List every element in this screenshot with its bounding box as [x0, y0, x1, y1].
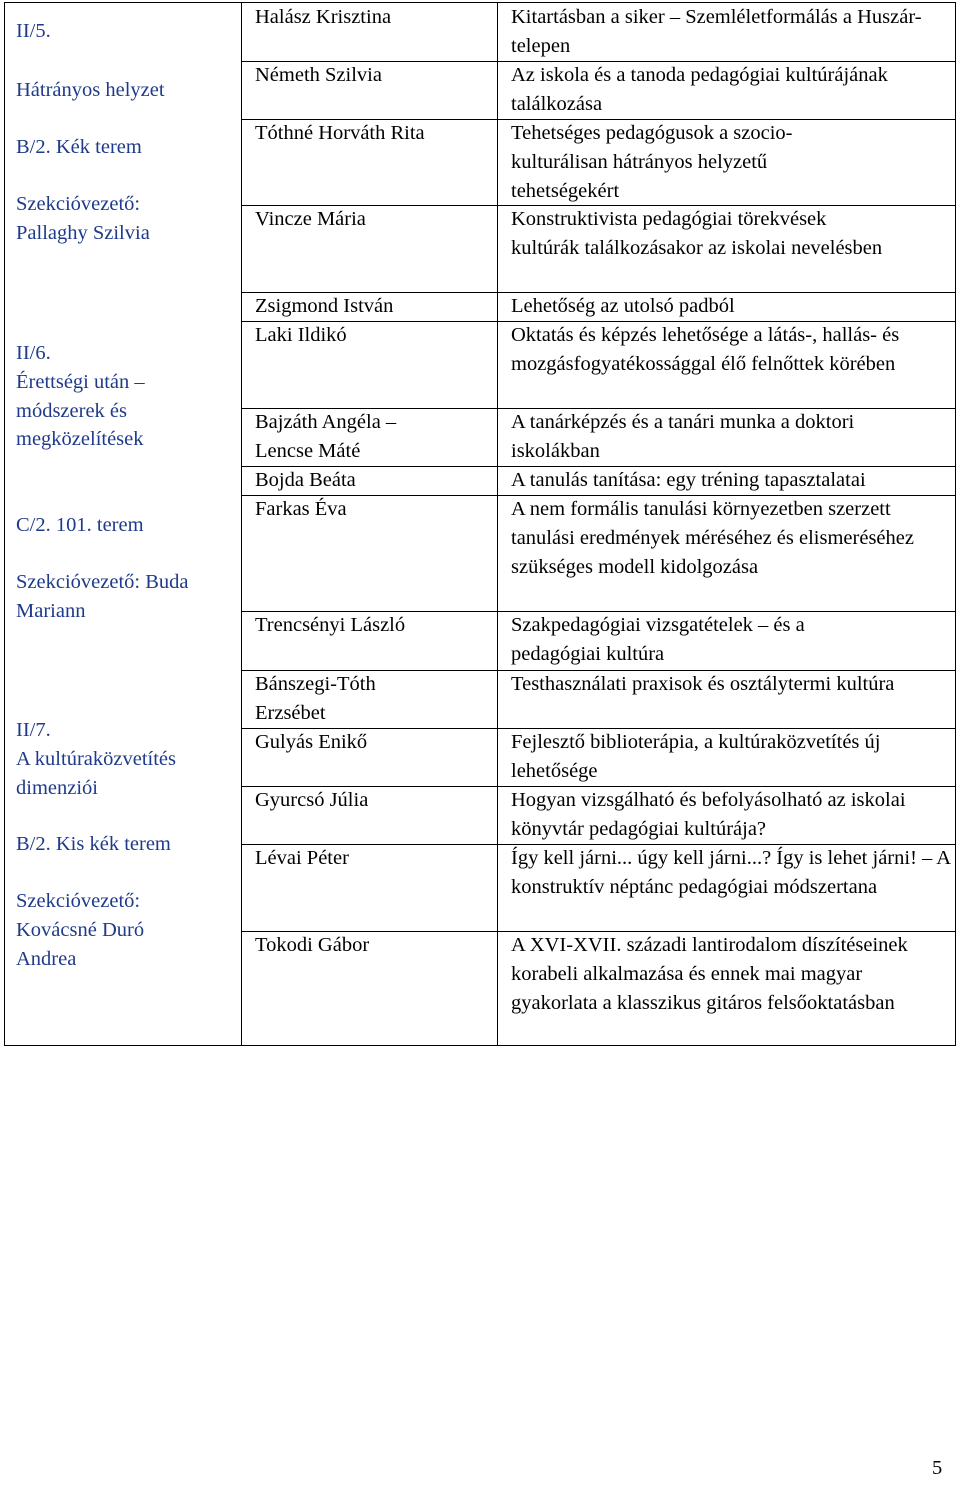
- presenter-name: Bajzáth Angéla – Lencse Máté: [255, 411, 397, 462]
- presenter-name: Németh Szilvia: [255, 64, 382, 86]
- presentation-title: Lehetőség az utolsó padból: [511, 295, 735, 317]
- presenter-name: Zsigmond István: [255, 295, 394, 317]
- section-title: A kultúraközvetítés dimenziói: [16, 748, 176, 799]
- presenter-name: Trencsényi László: [255, 614, 406, 636]
- section-id: II/5.: [16, 20, 51, 42]
- page-number: 5: [932, 1457, 943, 1479]
- column-divider-2: [497, 2, 498, 1046]
- section-id: II/7.: [16, 719, 51, 741]
- presentation-title: Fejlesztő biblioterápia, a kultúraközvetítés új lehetősége: [511, 731, 881, 782]
- presentation-title: A nem formális tanulási környezetben szerzett tanulási eredmények méréséhez és elismeréséhez szükséges modell kidolgozása: [511, 498, 914, 578]
- presenter-name: Tokodi Gábor: [255, 934, 370, 956]
- section-room: B/2. Kis kék terem: [16, 833, 171, 855]
- section-room: B/2. Kék terem: [16, 136, 142, 158]
- section-chair: Pallaghy Szilvia: [16, 222, 150, 244]
- presentation-title: A tanulás tanítása: egy tréning tapasztalatai: [511, 469, 866, 491]
- section-chair: Szekcióvezető: Buda Mariann: [16, 571, 189, 622]
- presentation-title: Szakpedagógiai vizsgatételek – és a pedagógiai kultúra: [511, 614, 805, 665]
- presentation-title: Az iskola és a tanoda pedagógiai kultúrájának találkozása: [511, 64, 888, 115]
- presentation-title: Így kell járni... úgy kell járni...? Így is lehet járni! – A konstruktív néptánc pedagógiai módszertana: [511, 847, 950, 898]
- presentation-title: Konstruktivista pedagógiai törekvések kultúrák találkozásakor az iskolai nevelésben: [511, 208, 883, 259]
- section-chair-label: Szekcióvezető:: [16, 193, 141, 215]
- column-divider-1: [241, 2, 242, 1046]
- presentation-title: A tanárképzés és a tanári munka a doktori iskolákban: [511, 411, 855, 462]
- section-room: C/2. 101. terem: [16, 514, 144, 536]
- presenter-name: Bojda Beáta: [255, 469, 356, 491]
- presentation-title: Oktatás és képzés lehetősége a látás-, hallás- és mozgásfogyatékossággal élő felnőttek körében: [511, 324, 900, 375]
- presentation-title: Hogyan vizsgálható és befolyásolható az iskolai könyvtár pedagógiai kultúrája?: [511, 789, 906, 840]
- section-title: Érettségi után – módszerek és megközelítések: [16, 371, 145, 450]
- presenter-name: Lévai Péter: [255, 847, 349, 869]
- presenter-name: Laki Ildikó: [255, 324, 347, 346]
- section-id: II/6.: [16, 342, 51, 364]
- presenter-name: Tóthné Horváth Rita: [255, 122, 425, 144]
- presenter-name: Halász Krisztina: [255, 6, 392, 28]
- presentation-title: Tehetséges pedagógusok a szocio-kulturálisan hátrányos helyzetű tehetségekért: [511, 122, 793, 202]
- presenter-name: Farkas Éva: [255, 498, 347, 520]
- presenter-name: Gulyás Enikő: [255, 731, 368, 753]
- presenter-name: Gyurcsó Júlia: [255, 789, 369, 811]
- presentation-title: Kitartásban a siker – Szemléletformálás a Huszár-telepen: [511, 6, 922, 57]
- presentation-title: A XVI-XVII. századi lantirodalom díszítéseinek korabeli alkalmazása és ennek mai magyar gyakorlata a klasszikus gitáros felsőoktatásban: [511, 934, 908, 1014]
- presenter-name: Vincze Mária: [255, 208, 366, 230]
- presentation-title: Testhasználati praxisok és osztálytermi kultúra: [511, 673, 895, 695]
- section-chair: Kovácsné Duró Andrea: [16, 919, 145, 970]
- section-chair-label: Szekcióvezető:: [16, 890, 141, 912]
- presenter-name: Bánszegi-Tóth Erzsébet: [255, 673, 376, 724]
- section-title: Hátrányos helyzet: [16, 79, 165, 101]
